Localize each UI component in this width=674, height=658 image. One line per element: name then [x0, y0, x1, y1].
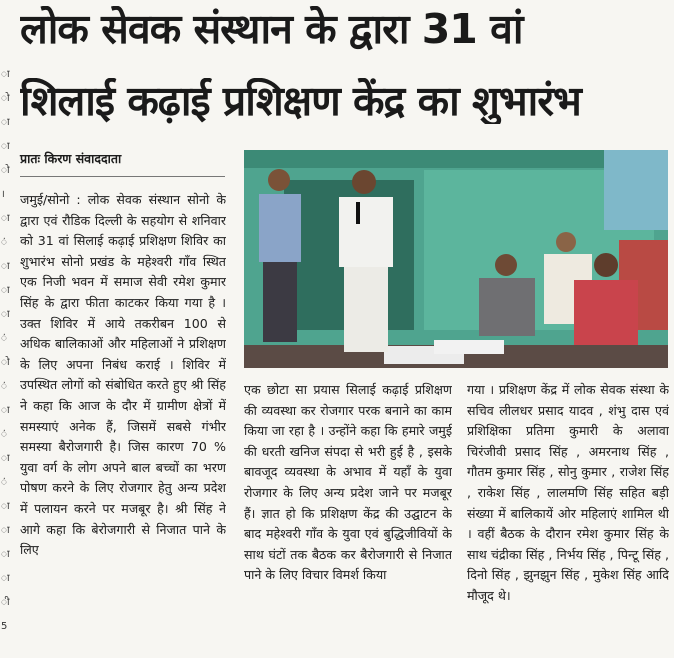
strip-char: ं [1, 333, 7, 344]
strip-char: ा [1, 501, 10, 512]
strip-char: ा [1, 309, 10, 320]
article-column-3: गया । प्रशिक्षण केंद्र में लोक सेवक संस्था के सचिव लीलधर प्रसाद यादव , शंभु दास एवं प्रशिक्षिका प्रतिमा कुमारी के अलावा चिरंजीवी प्रसाद सिंह , अमरनाथ सिंह , गौतम कुमार सिंह , सोनु कुमार , राजेश सिंह , राकेश सिंह , लालमणि सिंह सहित बड़ी संख्या में बालिकायें ओर महिलाएं शामिल थी । वहीं बैठक के दौरान रमेश कुमार सिंह के साथ चंद्रीका सिंह , निर्भय सिंह , पिन्टू सिंह , दिनो सिंह , झुनझुन सिंह , मुकेश सिंह आदि मौजूद थे। [467, 382, 669, 603]
strip-char: ा [1, 261, 10, 272]
strip-char: ं [1, 429, 7, 440]
news-photo [244, 150, 668, 368]
headline-line-2: शिलाई कढ़ाई प्रशिक्षण केंद्र का शुभारंभ [20, 78, 581, 124]
strip-char: ं [1, 381, 7, 392]
strip-char: ा [1, 141, 10, 152]
adjacent-column-fragment [0, 0, 14, 658]
byline: प्रातः किरण संवाददाता [20, 151, 122, 166]
strip-char: ो [1, 93, 10, 104]
article-column-1: जमुई/सोनो : लोक सेवक संस्थान सोनो के द्वारा एवं रौडिक दिल्ली के सहयोग से शनिवार को 31 वां सिलाई कढ़ाई प्रशिक्षण शिविर का शुभारंभ सोनो प्रखंड के महेश्वरी गाँव स्थित एक निजी भवन में समाज सेवी रमेश कुमार सिंह के द्वारा फीता काटकर किया गया है । उक्त शिविर में आये तकरीबन 100 से अधिक बालिकाओं और महिलाओं ने प्रशिक्षण के लिए अपना निबंध कराई । शिविर में उपस्थित लोगों को संबोधित करते हुए श्री सिंह ने कहा कि आज के दौर में ग्रामीण क्षेत्रों में समस्याएं अनेक हैं, जिसमें सबसे गंभीर समस्या बैरोजगारी है। जिस कारण 70 % युवा वर्ग के लोग अपने बाल बच्चों का भरण पोषण करने के लिए रोजगार हेतु अन्य प्रदेश में पलायन करने पर मजबूर है। श्री सिंह ने आगे कहा कि बेरोजगारी से निजात पाने के लिए [20, 192, 226, 558]
photo-illustration [244, 150, 668, 368]
strip-char: ं [1, 237, 7, 248]
strip-char: ो [1, 165, 10, 176]
strip-char: ी [1, 597, 10, 608]
strip-char: ा [1, 573, 10, 584]
strip-char: ा [1, 69, 10, 80]
strip-char: ा [1, 213, 10, 224]
article-column-2: एक छोटा सा प्रयास सिलाई कढ़ाई प्रशिक्षण की व्यवस्था कर रोजगार परक बनाने का काम किया जा रहा है । उन्होंने कहा कि हमारे जमुई की धरती खनिज संपदा से भरी हुई है , इसके बावजूद व्यवस्था के अभाव में यहाँ के युवा रोजगार के लिए अन्य प्रदेश जाने पर मजबूर हैं। ज्ञात हो कि प्रशिक्षण केंद्र की उद्घाटन के बाद महेश्वरी गाँव के युवा एवं बुद्धिजीवियों के साथ घंटों तक बैठक कर बैरोजगारी से निजात पाने के लिए विचार विमर्श किया [244, 382, 452, 583]
strip-char: 5 [1, 621, 8, 632]
strip-char: ो [1, 357, 10, 368]
strip-char: ा [1, 525, 10, 536]
strip-char: । [1, 189, 5, 200]
strip-char: ं [1, 477, 7, 488]
headline-line-1: लोक सेवक संस्थान के द्वारा 31 वां [20, 6, 523, 52]
byline-divider [20, 176, 225, 177]
strip-char: ा [1, 117, 10, 128]
strip-char: ा [1, 549, 10, 560]
strip-char: ा [1, 405, 10, 416]
strip-char: ा [1, 453, 10, 464]
strip-char: ा [1, 285, 10, 296]
